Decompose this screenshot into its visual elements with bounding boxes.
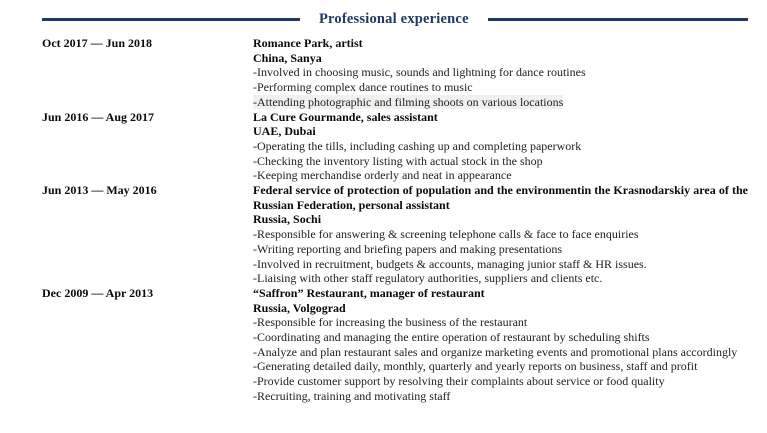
job-location: Russia, Volgograd (253, 300, 346, 315)
job-bullet (253, 374, 748, 389)
bullet-text: -Analyze and plan restaurant sales and organize marketing events and promotional plans accordingly (253, 344, 738, 359)
job-bullet (253, 330, 748, 345)
bullet-text: -Generating detailed daily, monthly, quarterly and yearly reports on business, staff and profit (253, 359, 698, 374)
job-bullet (253, 315, 748, 330)
bullet-text: -Responsible for answering & screening telephone calls & face to face enquiries (253, 227, 639, 242)
entry-description (253, 286, 748, 404)
section-title: Professional experience (319, 10, 469, 27)
job-title: Romance Park, artist (253, 36, 363, 50)
bullet-text: -Recruiting, training and motivating staff (253, 388, 451, 403)
job-bullet (253, 271, 748, 286)
entry-description (253, 36, 748, 110)
job-location: Russia, Sochi (253, 212, 322, 227)
bullet-text: -Responsible for increasing the business of the restaurant (253, 315, 528, 330)
bullet-text: -Checking the inventory listing with actual stock in the shop (253, 153, 543, 168)
bullet-text: -Writing reporting and briefing papers and making presentations (253, 241, 563, 256)
bullet-text: -Coordinating and managing the entire operation of restaurant by scheduling shifts (253, 330, 650, 345)
job-bullet (253, 359, 748, 374)
bullet-text: -Operating the tills, including cashing up and completing paperwork (253, 138, 582, 153)
job-location: UAE, Dubai (253, 124, 316, 139)
job-bullet (253, 168, 748, 183)
bullet-text: -Involved in recruitment, budgets & accounts, managing junior staff & HR issues. (253, 256, 647, 271)
job-bullet (253, 227, 748, 242)
entry-dates: Jun 2013 — May 2016 (42, 183, 157, 198)
entry-dates: Jun 2016 — Aug 2017 (42, 109, 155, 124)
bullet-text: -Performing complex dance routines to music (253, 80, 473, 95)
job-title: “Saffron” Restaurant, manager of restaurant (253, 285, 485, 300)
job-bullet (253, 65, 748, 80)
header-rule-right (488, 18, 748, 21)
job-bullet (253, 389, 748, 404)
bullet-text: -Keeping merchandise orderly and neat in appearance (253, 168, 512, 183)
section-header (0, 0, 767, 28)
job-bullet (253, 80, 748, 95)
entry-dates: Dec 2009 — Apr 2013 (42, 285, 154, 300)
header-rule-left (42, 18, 300, 21)
job-bullet (253, 242, 748, 257)
job-bullet (253, 257, 748, 272)
job-title: La Cure Gourmande, sales assistant (253, 109, 438, 124)
job-bullet (253, 139, 748, 154)
bullet-text: -Provide customer support by resolving their complaints about service or food quality (253, 374, 665, 389)
entry-description (253, 183, 748, 286)
job-location: China, Sanya (253, 50, 322, 65)
experience-entry (0, 110, 767, 184)
bullet-text: -Liaising with other staff regulatory authorities, suppliers and clients etc. (253, 271, 603, 286)
job-bullet (253, 345, 748, 360)
bullet-text: -Involved in choosing music, sounds and lightning for dance routines (253, 65, 586, 80)
entry-dates: Oct 2017 — Jun 2018 (42, 36, 153, 50)
job-bullet (253, 154, 748, 169)
experience-list (0, 36, 767, 404)
job-bullet (253, 95, 748, 110)
experience-entry (0, 286, 767, 404)
bullet-text-highlighted: -Attending photographic and filming shoots on various locations (253, 94, 564, 109)
entry-description (253, 110, 748, 184)
job-title: Federal service of protection of population and the environmentin the Krasnodarskiy area of the Russian Federation, personal assistant (253, 183, 748, 212)
experience-entry (0, 183, 767, 286)
experience-entry (0, 36, 767, 110)
